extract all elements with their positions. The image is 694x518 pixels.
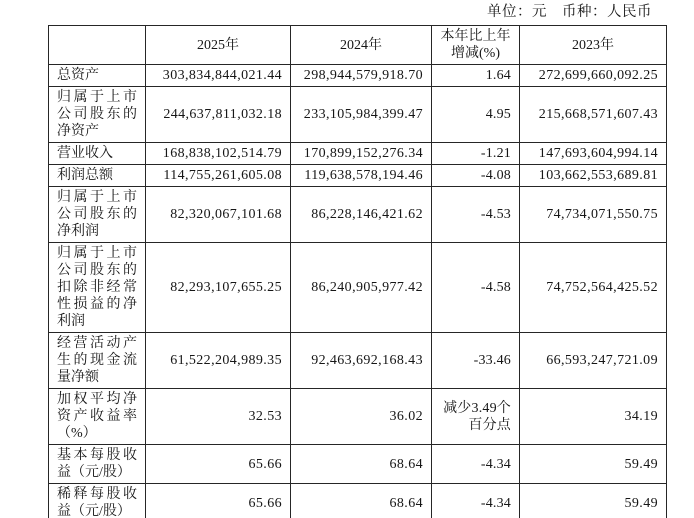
value-2025: 244,637,811,032.18 bbox=[146, 87, 291, 143]
value-2025: 168,838,102,514.79 bbox=[146, 143, 291, 165]
value-2025: 32.53 bbox=[146, 389, 291, 445]
header-blank bbox=[49, 26, 146, 65]
metric-label: 利润总额 bbox=[49, 165, 146, 187]
value-2024: 86,228,146,421.62 bbox=[291, 187, 432, 243]
table-row bbox=[49, 165, 667, 187]
value-2025: 65.66 bbox=[146, 445, 291, 484]
table-row bbox=[49, 243, 667, 333]
metric-label: 营业收入 bbox=[49, 143, 146, 165]
value-2025: 82,293,107,655.25 bbox=[146, 243, 291, 333]
value-2024: 119,638,578,194.46 bbox=[291, 165, 432, 187]
value-2023: 34.19 bbox=[520, 389, 667, 445]
value-2024: 36.02 bbox=[291, 389, 432, 445]
table-row bbox=[49, 333, 667, 389]
metric-label: 加权平均净资产收益率（%） bbox=[49, 389, 146, 445]
table-row bbox=[49, 65, 667, 87]
value-change: 1.64 bbox=[432, 65, 520, 87]
value-2024: 298,944,579,918.70 bbox=[291, 65, 432, 87]
value-2025: 114,755,261,605.08 bbox=[146, 165, 291, 187]
value-2025: 82,320,067,101.68 bbox=[146, 187, 291, 243]
value-2024: 86,240,905,977.42 bbox=[291, 243, 432, 333]
value-change: -4.53 bbox=[432, 187, 520, 243]
value-2023: 74,752,564,425.52 bbox=[520, 243, 667, 333]
table-row bbox=[49, 87, 667, 143]
value-2025: 303,834,844,021.44 bbox=[146, 65, 291, 87]
value-2024: 170,899,152,276.34 bbox=[291, 143, 432, 165]
value-change: 减少3.49个百分点 bbox=[432, 389, 520, 445]
table-row bbox=[49, 445, 667, 484]
key-financials-table bbox=[48, 25, 667, 518]
header-2025: 2025年 bbox=[146, 26, 291, 65]
value-2023: 272,699,660,092.25 bbox=[520, 65, 667, 87]
value-2023: 74,734,071,550.75 bbox=[520, 187, 667, 243]
value-2023: 103,662,553,689.81 bbox=[520, 165, 667, 187]
value-2024: 92,463,692,168.43 bbox=[291, 333, 432, 389]
value-2023: 215,668,571,607.43 bbox=[520, 87, 667, 143]
metric-label: 经营活动产生的现金流量净额 bbox=[49, 333, 146, 389]
table-row bbox=[49, 143, 667, 165]
metric-label: 总资产 bbox=[49, 65, 146, 87]
value-change: -33.46 bbox=[432, 333, 520, 389]
table-row bbox=[49, 484, 667, 518]
value-change: -4.08 bbox=[432, 165, 520, 187]
value-change: -4.34 bbox=[432, 484, 520, 518]
value-change: -4.34 bbox=[432, 445, 520, 484]
value-2024: 68.64 bbox=[291, 445, 432, 484]
value-change: 4.95 bbox=[432, 87, 520, 143]
value-2023: 66,593,247,721.09 bbox=[520, 333, 667, 389]
value-2025: 65.66 bbox=[146, 484, 291, 518]
unit-currency-caption: 单位：元 币种：人民币 bbox=[487, 4, 652, 20]
metric-label: 基本每股收益（元/股） bbox=[49, 445, 146, 484]
value-2023: 59.49 bbox=[520, 484, 667, 518]
metric-label: 归属于上市公司股东的扣除非经常性损益的净利润 bbox=[49, 243, 146, 333]
value-2023: 147,693,604,994.14 bbox=[520, 143, 667, 165]
header-change: 本年比上年增减(%) bbox=[432, 26, 520, 65]
table-row bbox=[49, 187, 667, 243]
metric-label: 稀释每股收益（元/股） bbox=[49, 484, 146, 518]
metric-label: 归属于上市公司股东的净利润 bbox=[49, 187, 146, 243]
value-2024: 233,105,984,399.47 bbox=[291, 87, 432, 143]
value-change: -1.21 bbox=[432, 143, 520, 165]
header-2024: 2024年 bbox=[291, 26, 432, 65]
header-row bbox=[49, 26, 667, 65]
value-2023: 59.49 bbox=[520, 445, 667, 484]
value-change: -4.58 bbox=[432, 243, 520, 333]
metric-label: 归属于上市公司股东的净资产 bbox=[49, 87, 146, 143]
header-2023: 2023年 bbox=[520, 26, 667, 65]
value-2024: 68.64 bbox=[291, 484, 432, 518]
table-row bbox=[49, 389, 667, 445]
value-2025: 61,522,204,989.35 bbox=[146, 333, 291, 389]
